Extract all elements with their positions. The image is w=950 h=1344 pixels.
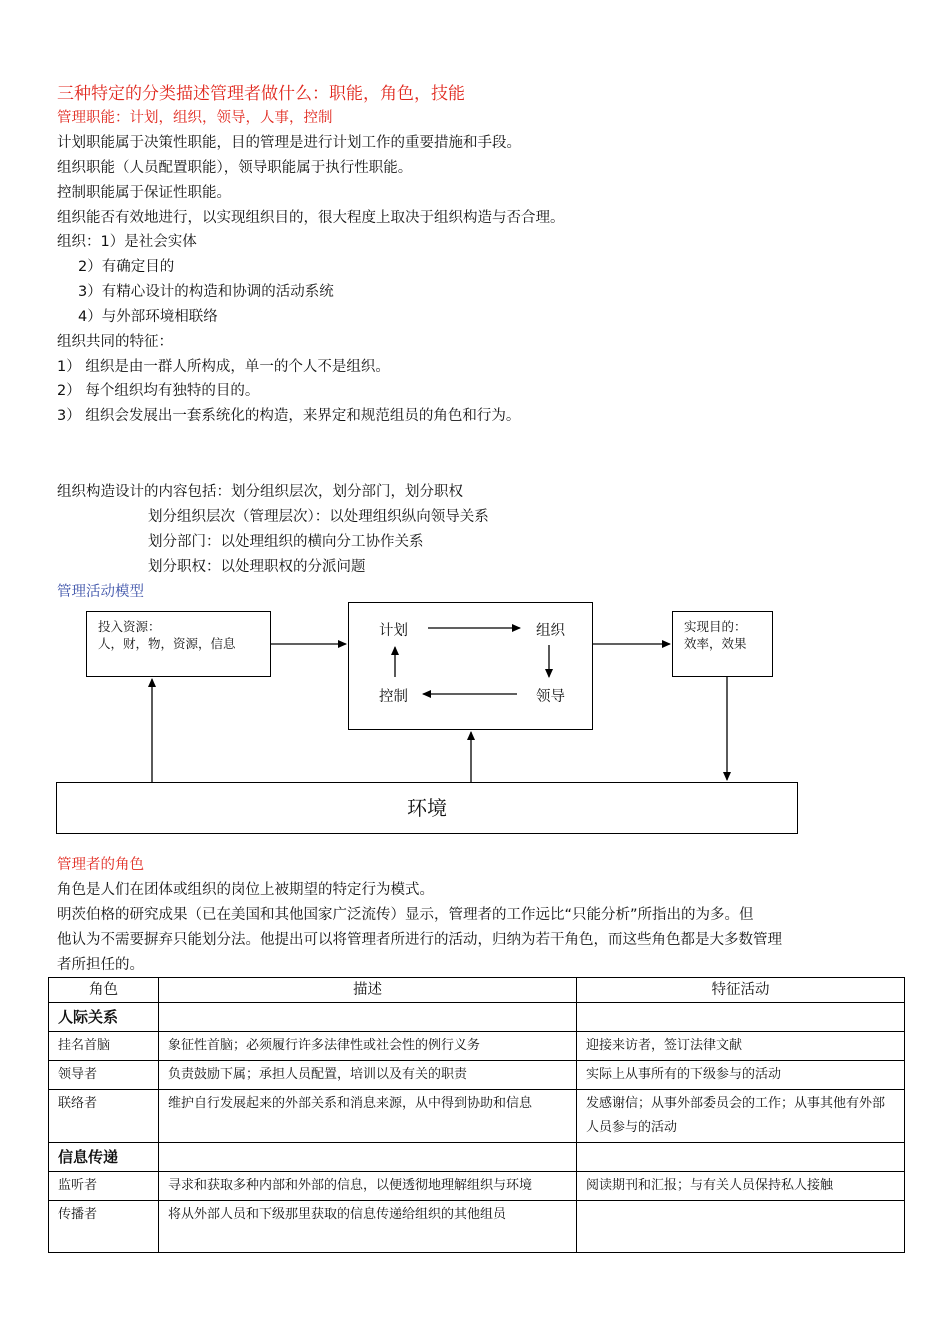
mintzberg-paragraph-line: 者所担任的。 [57, 957, 144, 973]
description-cell: 象征性首脑；必须履行许多法律性或社会性的例行义务 [159, 1032, 577, 1061]
role-cell: 挂名首脑 [49, 1032, 159, 1061]
description-cell: 维护自行发展起来的外部关系和消息来源，从中得到协助和信息 [159, 1090, 577, 1143]
role-cell: 监听者 [49, 1172, 159, 1201]
output-label: 实现目的： [684, 619, 747, 634]
mintzberg-paragraph-line: 明茨伯格的研究成果（已在美国和其他国家广泛流传）显示，管理者的工作远比“只能分析”所指出的为多。但 [57, 907, 754, 923]
org-definition-item: 4）与外部环境相联络 [78, 309, 218, 325]
group-name: 信息传递 [49, 1143, 159, 1172]
group-row-information [49, 1143, 905, 1172]
group-row-interpersonal [49, 1003, 905, 1032]
activities-cell: 实际上从事所有的下级参与的活动 [577, 1061, 905, 1090]
design-item: 划分职权：以处理职权的分派问题 [148, 559, 366, 575]
table-row [49, 1061, 905, 1090]
org-definition-lead: 组织：1）是社会实体 [57, 234, 197, 250]
common-features-title: 组织共同的特征： [57, 334, 173, 350]
activities-cell: 阅读期刊和汇报；与有关人员保持私人接触 [577, 1172, 905, 1201]
design-item: 划分部门：以处理组织的横向分工协作关系 [148, 534, 424, 550]
role-cell: 传播者 [49, 1201, 159, 1253]
description-cell: 负责鼓励下属；承担人员配置，培训以及有关的职责 [159, 1061, 577, 1090]
paragraph-controlling: 控制职能属于保证性职能。 [57, 185, 231, 201]
roles-title: 管理者的角色 [57, 857, 144, 873]
table-row [49, 1201, 905, 1253]
cycle-plan: 计划 [379, 623, 408, 639]
management-functions-line: 管理职能：计划，组织，领导，人事，控制 [57, 110, 333, 126]
input-items: 人，财，物，资源，信息 [98, 636, 236, 651]
paragraph-planning: 计划职能属于决策性职能，目的管理是进行计划工作的重要措施和手段。 [57, 135, 521, 151]
description-cell: 将从外部人员和下级那里获取的信息传递给组织的其他组员 [159, 1201, 577, 1253]
table-row [49, 1090, 905, 1143]
cycle-lead: 领导 [536, 689, 565, 705]
header-activities: 特征活动 [577, 978, 905, 1003]
activities-cell [577, 1201, 905, 1253]
environment-label: 环境 [407, 796, 447, 820]
paragraph-organizing: 组织职能（人员配置职能），领导职能属于执行性职能。 [57, 160, 413, 176]
org-definition-item: 2）有确定目的 [78, 259, 175, 275]
group-name: 人际关系 [49, 1003, 159, 1032]
roles-table [48, 977, 905, 1253]
output-items: 效率，效果 [684, 636, 747, 651]
role-cell: 联络者 [49, 1090, 159, 1143]
activities-cell: 发感谢信；从事外部委员会的工作；从事其他有外部人员参与的活动 [577, 1090, 905, 1143]
header-role: 角色 [49, 978, 159, 1003]
activities-cell: 迎接来访者，签订法律文献 [577, 1032, 905, 1061]
table-row [49, 1032, 905, 1061]
page-heading: 三种特定的分类描述管理者做什么：职能，角色，技能 [57, 84, 465, 104]
design-item: 划分组织层次（管理层次）：以处理组织纵向领导关系 [148, 509, 489, 525]
header-description: 描述 [159, 978, 577, 1003]
table-row [49, 1172, 905, 1201]
design-lead: 组织构造设计的内容包括：划分组织层次，划分部门，划分职权 [57, 484, 463, 500]
cycle-control: 控制 [379, 689, 408, 705]
common-feature-item: 2） 每个组织均有独特的目的。 [57, 383, 260, 399]
input-label: 投入资源： [98, 619, 161, 634]
model-title: 管理活动模型 [57, 584, 144, 600]
description-cell: 寻求和获取多种内部和外部的信息，以便透彻地理解组织与环境 [159, 1172, 577, 1201]
roles-definition: 角色是人们在团体或组织的岗位上被期望的特定行为模式。 [57, 882, 434, 898]
role-cell: 领导者 [49, 1061, 159, 1090]
table-header-row [49, 978, 905, 1003]
mintzberg-paragraph-line: 他认为不需要摒弃只能划分法。他提出可以将管理者所进行的活动，归纳为若干角色，而这些角色都是大多数管理 [57, 932, 782, 948]
org-definition-item: 3）有精心设计的构造和协调的活动系统 [78, 284, 334, 300]
common-feature-item: 1） 组织是由一群人所构成，单一的个人不是组织。 [57, 359, 390, 375]
cycle-organize: 组织 [536, 623, 565, 639]
paragraph-structure: 组织能否有效地进行，以实现组织目的，很大程度上取决于组织构造与否合理。 [57, 210, 565, 226]
common-feature-item: 3） 组织会发展出一套系统化的构造，来界定和规范组员的角色和行为。 [57, 408, 521, 424]
